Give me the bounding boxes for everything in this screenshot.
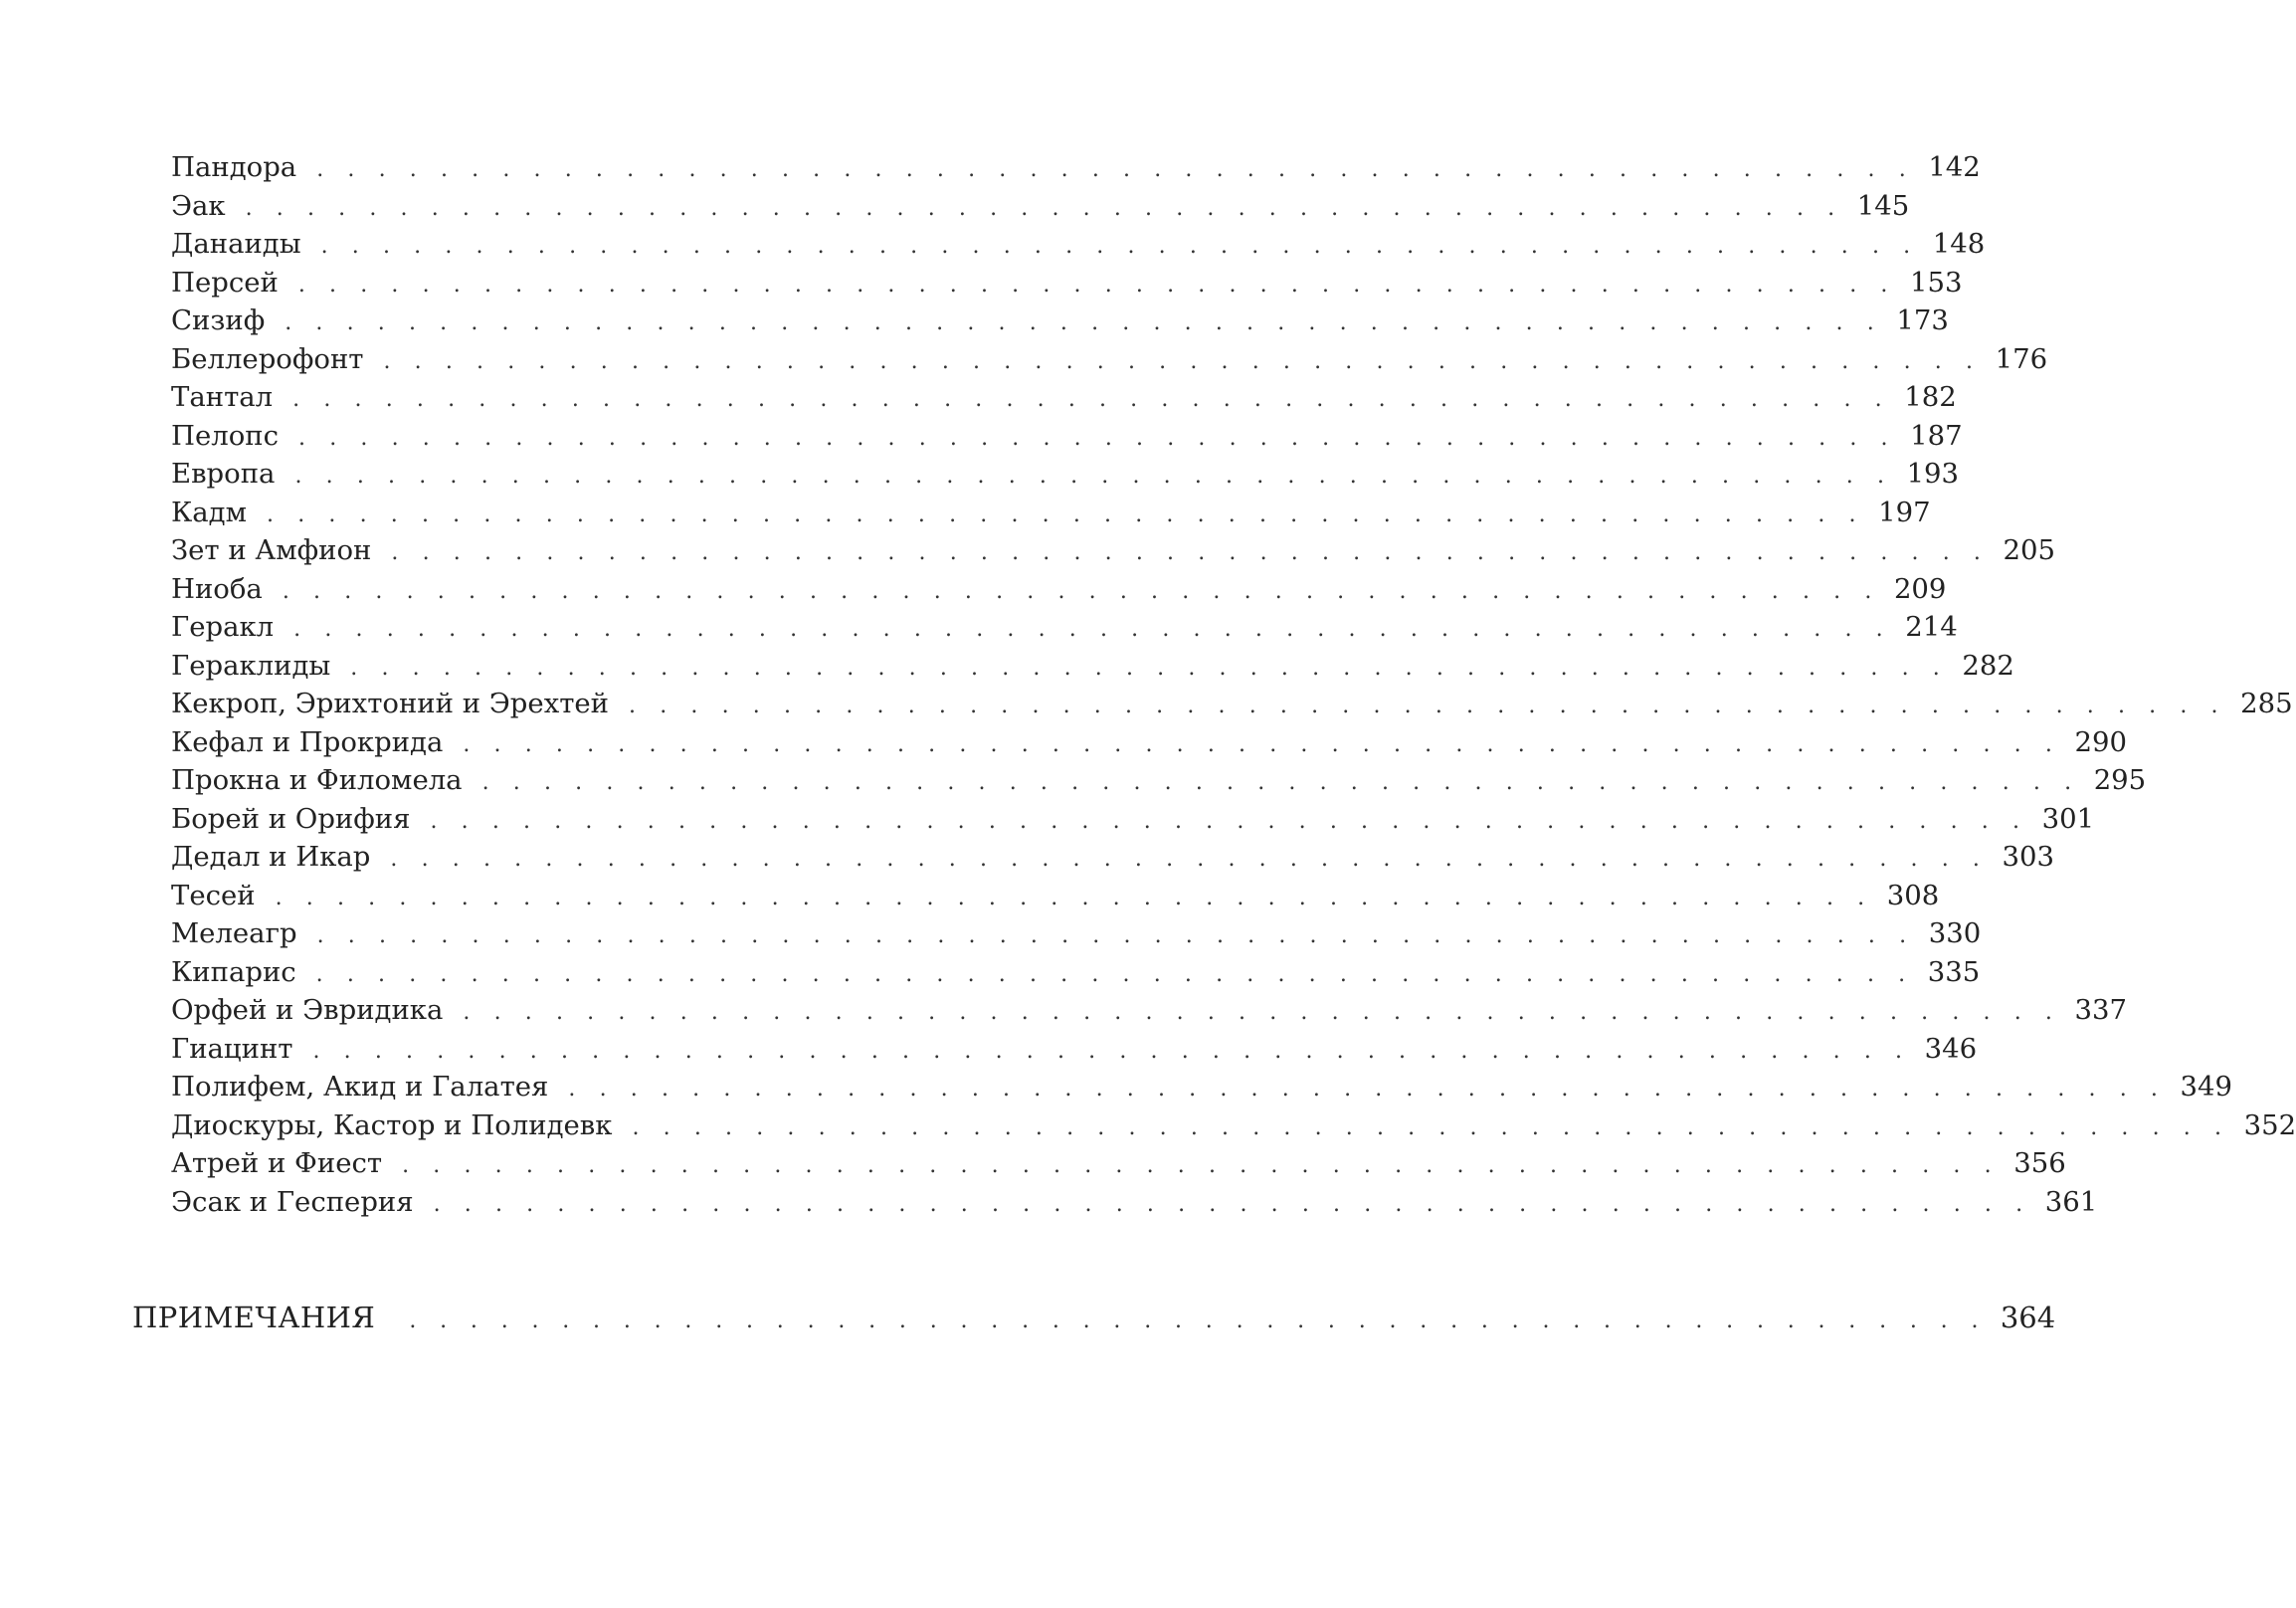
toc-entry[interactable] [171,187,1910,226]
toc-entry-page: 290 [2074,725,2127,758]
toc-entry-title: Эак [171,189,226,222]
toc-entry-title: Мелеагр [171,917,297,949]
toc-entry[interactable] [171,225,1986,264]
dot-leader: . . . . . . . . . . . . . . . . . . . . . . . . . . . . . . . . . . . . . . . . . . . . . . . . . . . . [568,1077,2167,1102]
toc-entry-title: Кипарис [171,955,296,988]
dot-leader: . . . . . . . . . . . . . . . . . . . . . . . . . . . . . . . . . . . . . . . . . . . . . . . . . . . . [430,808,2028,834]
toc-entry-page: 205 [2003,534,2055,566]
toc-entry-page: 330 [1928,917,1982,949]
toc-entry-page: 308 [1886,879,1940,911]
toc-entry-page: 153 [1909,266,1963,299]
toc-entry-page: 209 [1893,572,1947,605]
toc-entry[interactable] [171,1106,2296,1145]
toc-entry-title: Пандора [171,151,297,183]
toc-entry-title: Беллерофонт [171,342,364,375]
toc-entry-page: 337 [2074,994,2127,1026]
dot-leader: . . . . . . . . . . . . . . . . . . . . . . . . . . . . . . . . . . . . . . . . . . . . . . . . . . . . [316,157,1915,182]
toc-entry[interactable] [171,877,1940,915]
toc-entry-title: Геракл [171,611,275,643]
toc-entry-page: 187 [1910,419,1963,452]
toc-entry-title: Гиацинт [171,1032,293,1065]
toc-entry-page: 303 [2002,841,2055,873]
dot-leader: . . . . . . . . . . . . . . . . . . . . . . . . . . . . . . . . . . . . . . . . . . . . . . . . . . . . [267,502,1865,527]
dot-leader: . . . . . . . . . . . . . . . . . . . . . . . . . . . . . . . . . . . . . . . . . . . . . . . . . . . . [275,885,1873,910]
dot-leader: . . . . . . . . . . . . . . . . . . . . . . . . . . . . . . . . . . . . . . . . . . . . . . . . . . . . [316,923,1915,948]
toc-entry-title: Тантал [171,381,274,413]
dot-leader: . . . . . . . . . . . . . . . . . . . . . . . . . . . . . . . . . . . . . . . . . . . . . . . . . . . . [632,1114,2230,1140]
dot-leader: . . . . . . . . . . . . . . . . . . . . . . . . . . . . . . . . . . . . . . . . . . . . . . . . . . . . [282,578,1880,604]
dot-leader: . . . . . . . . . . . . . . . . . . . . . . . . . . . . . . . . . . . . . . . . . . . . . . . . . . . . [297,272,1896,298]
toc-entry-page: 176 [1995,342,2048,375]
toc-entry[interactable] [171,494,1931,532]
toc-entry[interactable] [171,1183,2098,1222]
toc-entry-page: 295 [2093,764,2147,796]
toc-entry-title: Данаиды [171,228,301,260]
toc-entry-title: Тесей [171,879,256,911]
dot-leader: . . . . . . . . . . . . . . . . . . . . . . . . . . . . . . . . . . . . . . . . . . . . . . . . . . . . [391,540,1990,565]
toc-entry-page: 282 [1962,649,2014,682]
toc-entry[interactable] [171,417,1963,456]
notes-entry[interactable] [132,1296,2056,1339]
toc-entry[interactable] [171,302,1949,340]
toc-entry[interactable] [171,838,2055,877]
toc-entry[interactable] [171,148,1981,187]
toc-entry[interactable] [171,340,2048,379]
toc-entry[interactable] [171,800,2095,839]
toc-entry-page: 214 [1905,611,1958,643]
toc-entry[interactable] [171,608,1958,647]
toc-entry-page: 173 [1896,304,1949,336]
dot-leader: . . . . . . . . . . . . . . . . . . . . . . . . . . . . . . . . . . . . . . . . . . . . . . . . . . . . [285,310,1883,335]
toc-entry-title: Зет и Амфион [171,534,372,566]
dot-leader: . . . . . . . . . . . . . . . . . . . . . . . . . . . . . . . . . . . . . . . . . . . . . . . . . . . . [292,387,1891,412]
dot-leader: . . . . . . . . . . . . . . . . . . . . . . . . . . . . . . . . . . . . . . . . . . . . . . . . . . . . [463,1000,2061,1025]
toc-entry-page: 145 [1856,189,1910,222]
toc-entry[interactable] [171,1068,2233,1106]
toc-entry[interactable] [171,761,2147,800]
toc-entry[interactable] [171,953,1981,992]
toc-entry[interactable] [171,378,1957,417]
toc-entry-page: 346 [1924,1032,1978,1065]
toc-entry[interactable] [171,723,2127,762]
toc-entry-page: 301 [2041,802,2095,835]
dot-leader: . . . . . . . . . . . . . . . . . . . . . . . . . . . . . . . . . . . . . . . . . . . . . . . . . . . . [350,655,1949,681]
toc-entry-page: 148 [1932,228,1986,260]
toc-entry-page: 361 [2044,1185,2098,1218]
toc-entry[interactable] [171,685,2293,723]
toc-entry-title: Диоскуры, Кастор и Полидевк [171,1108,613,1141]
toc-entry-title: Пелопс [171,419,280,452]
toc-entry-page: 197 [1878,496,1931,528]
toc-entry[interactable] [171,991,2127,1030]
toc-entry-page: 349 [2180,1071,2233,1103]
toc-entry-title: Борей и Орифия [171,802,411,835]
notes-page: 364 [2000,1301,2056,1334]
dot-leader: . . . . . . . . . . . . . . . . . . . . . . . . . . . . . . . . . . . . . . . . . . . . . . . . . . . . [293,617,1892,642]
dot-leader: . . . . . . . . . . . . . . . . . . . . . . . . . . . . . . . . . . . . . . . . . . . . . . . . . . . . [312,1038,1911,1064]
toc-entry-title: Кадм [171,496,248,528]
toc-entry[interactable] [171,455,1960,494]
dot-leader: . . . . . . . . . . . . . . . . . . . . . . . . . . . . . . . . . . . . . . . . . . . . . . . . . . . . [315,961,1914,987]
toc-entry-title: Кефал и Прокрида [171,725,444,758]
toc-entry-page: 193 [1906,458,1960,490]
dot-leader: . . . . . . . . . . . . . . . . . . . . . . . . . . . . . . . . . . . . . . . . . . . . . . . . . . . . [390,847,1989,872]
dot-leader: . . . . . . . . . . . . . . . . . . . . . . . . . . . . . . . . . . . . . . . . . . . . . . . . . . . . [409,1308,1987,1333]
toc-entry-title: Дедал и Икар [171,841,371,873]
toc-entry-title: Европа [171,458,276,490]
dot-leader: . . . . . . . . . . . . . . . . . . . . . . . . . . . . . . . . . . . . . . . . . . . . . . . . . . . . [383,348,1982,374]
dot-leader: . . . . . . . . . . . . . . . . . . . . . . . . . . . . . . . . . . . . . . . . . . . . . . . . . . . . [433,1191,2031,1217]
toc-entry-page: 142 [1928,151,1981,183]
toc-entry[interactable] [171,1030,1978,1069]
toc-entry-title: Кекроп, Эрихтоний и Эрехтей [171,688,610,719]
toc-entry-page: 182 [1904,381,1957,413]
toc-entry[interactable] [171,570,1947,609]
dot-leader: . . . . . . . . . . . . . . . . . . . . . . . . . . . . . . . . . . . . . . . . . . . . . . . . . . . . [481,770,2080,795]
toc-entry[interactable] [171,647,2014,686]
notes-title: ПРИМЕЧАНИЯ [132,1301,376,1334]
toc-entry[interactable] [171,914,1982,953]
toc-entry-title: Сизиф [171,304,266,336]
toc-entry-title: Эсак и Гесперия [171,1185,414,1218]
toc-entry[interactable] [171,1144,2066,1183]
table-of-contents [171,148,2296,1221]
toc-entry-title: Прокна и Филомела [171,764,463,796]
dot-leader: . . . . . . . . . . . . . . . . . . . . . . . . . . . . . . . . . . . . . . . . . . . . . . . . . . . . [629,694,2227,718]
toc-entry-title: Орфей и Эвридика [171,994,444,1026]
toc-entry[interactable] [171,531,2055,570]
toc-entry-title: Персей [171,266,279,299]
dot-leader: . . . . . . . . . . . . . . . . . . . . . . . . . . . . . . . . . . . . . . . . . . . . . . . . . . . . [463,731,2061,757]
toc-entry-page: 356 [2013,1147,2066,1179]
toc-entry-title: Полифем, Акид и Галатея [171,1071,549,1103]
toc-entry-page: 335 [1927,955,1981,988]
dot-leader: . . . . . . . . . . . . . . . . . . . . . . . . . . . . . . . . . . . . . . . . . . . . . . . . . . . . [298,425,1897,451]
toc-entry-title: Гераклиды [171,649,331,682]
toc-entry-page: 352 [2243,1108,2296,1141]
dot-leader: . . . . . . . . . . . . . . . . . . . . . . . . . . . . . . . . . . . . . . . . . . . . . . . . . . . . [245,195,1843,221]
dot-leader: . . . . . . . . . . . . . . . . . . . . . . . . . . . . . . . . . . . . . . . . . . . . . . . . . . . . [320,234,1919,259]
toc-entry-title: Атрей и Фиест [171,1147,383,1179]
toc-entry-page: 285 [2240,688,2293,719]
toc-entry-title: Ниоба [171,572,263,605]
dot-leader: . . . . . . . . . . . . . . . . . . . . . . . . . . . . . . . . . . . . . . . . . . . . . . . . . . . . [402,1153,2001,1178]
toc-entry[interactable] [171,264,1963,302]
dot-leader: . . . . . . . . . . . . . . . . . . . . . . . . . . . . . . . . . . . . . . . . . . . . . . . . . . . . [294,464,1893,489]
